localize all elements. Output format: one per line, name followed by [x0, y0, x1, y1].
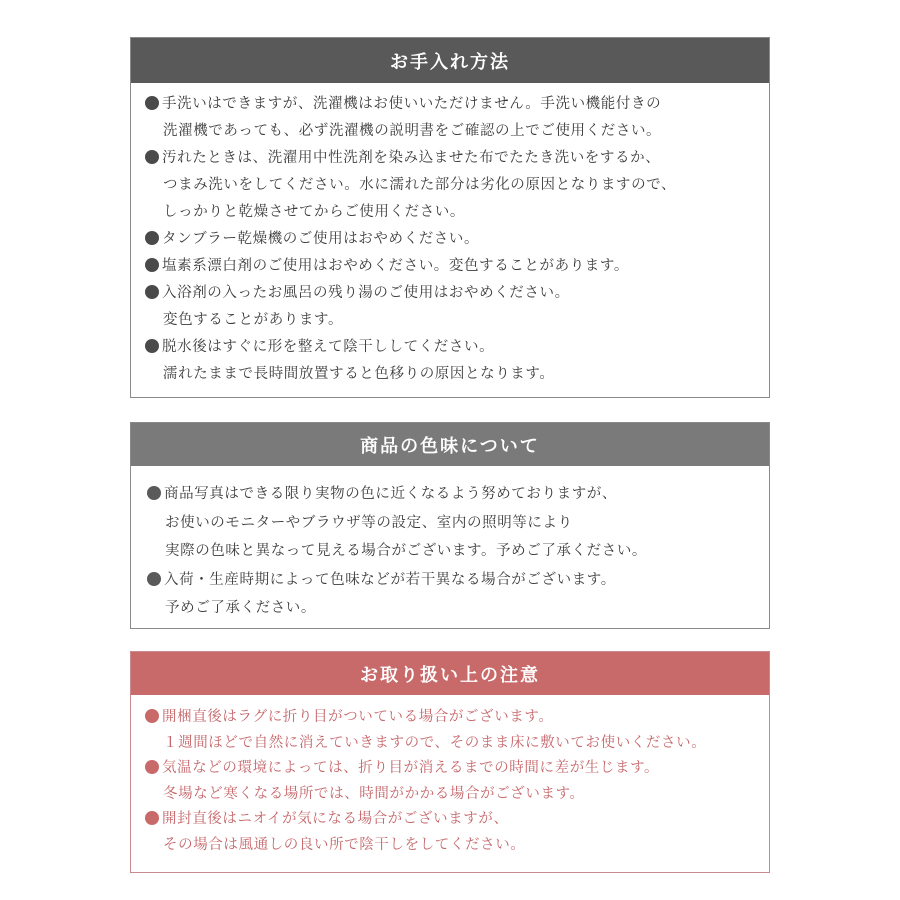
list-item-cont: 予めご了承ください。	[165, 600, 316, 616]
list-item: 脱水後はすぐに形を整えて陰干ししてください。	[145, 334, 769, 361]
bullet-icon	[145, 285, 159, 299]
care-instructions-title: お手入れ方法	[131, 38, 769, 83]
care-instructions-list	[131, 83, 769, 388]
bullet-icon	[145, 258, 159, 272]
color-note-box	[130, 422, 770, 629]
list-item-cont: つまみ洗いをしてください。水に濡れた部分は劣化の原因となりますので、	[163, 177, 677, 193]
handling-caution-title: お取り扱い上の注意	[131, 652, 769, 695]
list-item: 入浴剤の入ったお風呂の残り湯のご使用はおやめください。	[145, 280, 769, 307]
list-item-cont: 変色することがあります。	[163, 312, 344, 328]
list-item-cont: その場合は風通しの良い所で陰干しをしてください。	[163, 836, 526, 853]
bullet-icon	[145, 339, 159, 353]
list-item-cont: 洗濯機であっても、必ず洗濯機の説明書をご確認の上でご使用ください。	[163, 123, 662, 139]
list-item-cont: １週間ほどで自然に消えていきますので、そのまま床に敷いてお使いください。	[163, 734, 707, 751]
bullet-icon	[147, 572, 161, 586]
list-item: 入荷・生産時期によって色味などが若干異なる場合がございます。	[147, 566, 769, 595]
list-item: タンブラー乾燥機のご使用はおやめください。	[145, 226, 769, 253]
list-item: 気温などの環境によっては、折り目が消えるまでの時間に差が生じます。	[145, 756, 769, 782]
bullet-icon	[145, 96, 159, 110]
list-item-cont: 濡れたままで長時間放置すると色移りの原因となります。	[163, 366, 555, 382]
list-item: 塩素系漂白剤のご使用はおやめください。変色することがあります。	[145, 253, 769, 280]
color-note-list	[131, 466, 769, 623]
color-note-title: 商品の色味について	[131, 423, 769, 466]
list-item: 手洗いはできますが、洗濯機はお使いいただけません。手洗い機能付きの	[145, 91, 769, 118]
list-item-cont: 実際の色味と異なって見える場合がございます。予めご了承ください。	[165, 543, 648, 559]
bullet-icon	[145, 231, 159, 245]
handling-caution-box	[130, 651, 770, 873]
list-item: 開梱直後はラグに折り目がついている場合がございます。	[145, 705, 769, 731]
bullet-icon	[147, 486, 161, 500]
bullet-icon	[145, 709, 159, 723]
list-item: 汚れたときは、洗濯用中性洗剤を染み込ませた布でたたき洗いをするか、	[145, 145, 769, 172]
bullet-icon	[145, 760, 159, 774]
list-item-cont: 冬場など寒くなる場所では、時間がかかる場合がございます。	[163, 785, 585, 802]
list-item: 商品写真はできる限り実物の色に近くなるよう努めておりますが、	[147, 480, 769, 509]
list-item-cont: お使いのモニターやブラウザ等の設定、室内の照明等により	[165, 514, 573, 531]
bullet-icon	[145, 150, 159, 164]
list-item-cont: しっかりと乾燥させてからご使用ください。	[163, 204, 465, 220]
handling-caution-list	[131, 695, 769, 858]
care-instructions-box	[130, 37, 770, 398]
bullet-icon	[145, 811, 159, 825]
list-item: 開封直後はニオイが気になる場合がございますが、	[145, 807, 769, 833]
